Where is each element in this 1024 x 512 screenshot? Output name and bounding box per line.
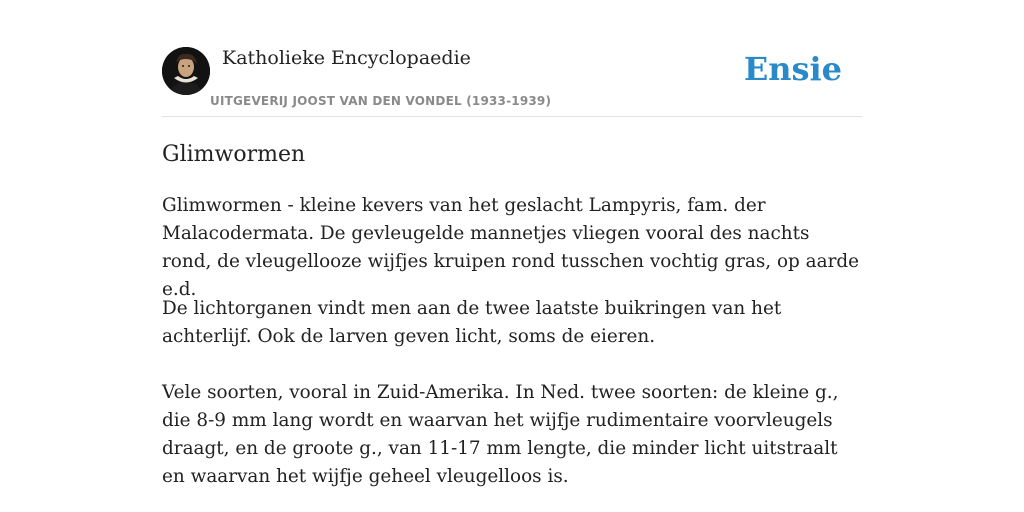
article-paragraph: De lichtorganen vindt men aan de twee laatste buikringen van het achterlijf. Ook de larven geven licht, soms de eieren. <box>162 298 782 347</box>
article-paragraph: Vele soorten, vooral in Zuid-Amerika. In Ned. twee soorten: de kleine g., die 8-9 mm lang wordt en waarvan het wijfje rudimentaire voorvleugels draagt, en de groote g., van 11-17 mm lengte, die minder licht uitstraalt en waarvan het wijfje geheel vleugelloos is. <box>162 382 839 487</box>
portrait-avatar-graphic <box>162 47 210 95</box>
brand-logo-link[interactable]: Ensie <box>743 50 842 88</box>
source-header <box>162 0 862 117</box>
source-subtitle: UITGEVERIJ JOOST VAN DEN VONDEL (1933-1939) <box>210 94 552 108</box>
source-title[interactable]: Katholieke Encyclopaedie <box>222 47 471 69</box>
portrait-avatar-icon[interactable] <box>162 47 210 95</box>
article-paragraph: Glimwormen - kleine kevers van het geslacht Lampyris, fam. der Malacodermata. De gevleugelde mannetjes vliegen vooral des nachts rond, de vleugellooze wijfjes kruipen rond tusschen vochtig gras, op aarde e.d. <box>162 195 860 300</box>
article-title: Glimwormen <box>162 142 306 167</box>
page-container <box>162 0 862 512</box>
